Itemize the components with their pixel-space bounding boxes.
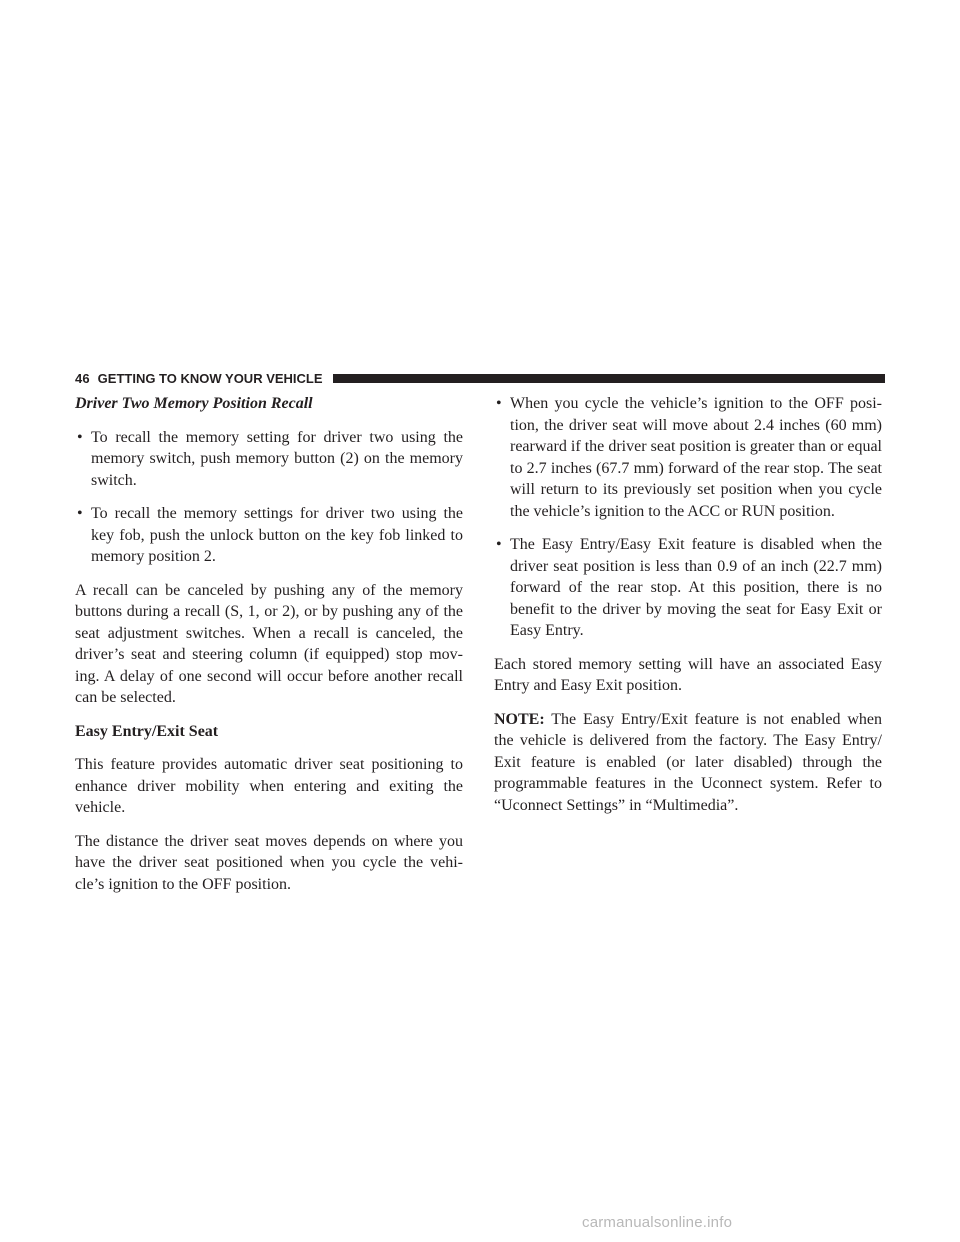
paragraph-seat-distance: The distance the driver seat moves depends on where you have the driver seat positioned when you cycle the vehi-cle’s ignition to the OFF position. xyxy=(75,832,463,893)
page-header xyxy=(75,370,885,386)
list-item xyxy=(75,427,463,492)
header-rule xyxy=(333,374,885,383)
paragraph-stored-memory: Each stored memory setting will have an associated Easy Entry and Easy Exit position. xyxy=(494,655,882,694)
subheading-driver-two-recall: Driver Two Memory Position Recall xyxy=(75,395,313,412)
bullet-icon: • xyxy=(77,428,83,446)
page-number: 46 xyxy=(75,370,90,386)
list-item-text: To recall the memory settings for driver two using the key fob, push the unlock button on the key fob linked to memory position 2. xyxy=(91,505,463,565)
bullet-icon: • xyxy=(77,505,83,522)
subheading-easy-entry-exit: Easy Entry/Exit Seat xyxy=(75,722,219,740)
note-text: The Easy Entry/Exit feature is not enabled when the vehicle is delivered from the factory. The Easy Entry/ Exit feature is enabled (or later disabled) through the programmable features in the Uconnect system. Refer to “Uconnect Settings” in “Multimedia”. xyxy=(494,710,882,814)
left-column xyxy=(75,393,463,907)
note-paragraph xyxy=(494,709,882,817)
recall-bullet-list xyxy=(75,427,463,568)
list-item xyxy=(75,503,463,568)
list-item-text: To recall the memory setting for driver two using the memory switch, push memory button (2) on the memory switch. xyxy=(91,428,463,489)
list-item-text: The Easy Entry/Easy Exit feature is disabled when the driver seat position is less than 0.9 of an inch (22.7 mm) forward of the rear stop. At this position, there is no benefit to the driver by moving the seat for Easy Exit or Easy Entry. xyxy=(510,536,882,639)
list-item-text: When you cycle the vehicle’s ignition to the OFF posi-tion, the driver seat will move about 2.4 inches (60 mm) rearward if the driver seat position is greater than or equal to 2.7 inches (67.7 mm) forward of the rear stop. The seat will return to its previously set position when you cycle the vehicle’s ignition to the ACC or RUN position. xyxy=(510,395,882,520)
bullet-icon: • xyxy=(496,395,502,412)
note-label: NOTE: xyxy=(494,710,545,728)
easy-entry-bullet-list xyxy=(494,393,882,642)
watermark: carmanualsonline.info xyxy=(582,1214,733,1231)
list-item xyxy=(494,393,882,522)
paragraph-feature-description: This feature provides automatic driver seat positioning to enhance driver mobility when entering and exiting the vehicle. xyxy=(75,756,463,816)
list-item xyxy=(494,534,882,642)
bullet-icon: • xyxy=(496,536,502,553)
section-title: GETTING TO KNOW YOUR VEHICLE xyxy=(97,370,323,386)
paragraph-recall-cancel: A recall can be canceled by pushing any of the memory buttons during a recall (S, 1, or 2), or by pushing any of the seat adjustment switches. When a recall is canceled, the driver’s seat and steering column (if equipped) stop mov-ing. A delay of one second will occur before another recall can be selected. xyxy=(75,581,463,706)
right-column xyxy=(494,393,882,828)
